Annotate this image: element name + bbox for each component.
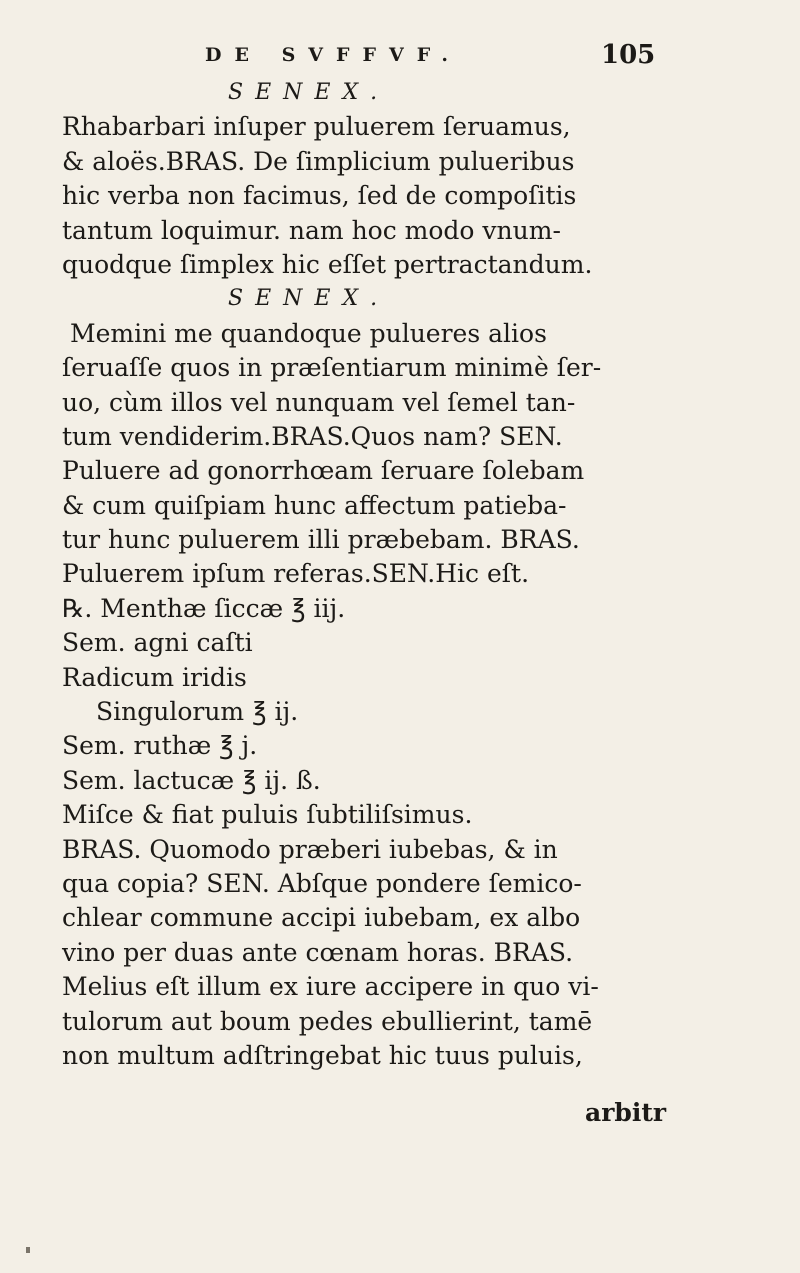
text-line: Sem. agni caſti: [62, 628, 253, 658]
text-line: quodque ſimplex hic eſſet pertractandum.: [62, 249, 593, 279]
text-line: non multum adſtringebat hic tuus puluis,: [62, 1040, 583, 1070]
text-line: & cum quiſpiam hunc affectum patieba-: [62, 490, 567, 520]
text-line: Puluerem ipſum referas.SEN.Hic eſt.: [62, 559, 530, 589]
text-line: Radicum iridis: [62, 662, 247, 692]
speaker-heading: SENEX.: [228, 80, 390, 105]
text-line: Miſce & fiat puluis ſubtiliſsimus.: [62, 800, 473, 830]
text-line: Singulorum ℥ ij.: [96, 697, 299, 727]
text-line: Memini me quandoque pulueres alios: [70, 318, 547, 348]
text-line: Melius eſt illum ex iure accipere in quo vi-: [62, 972, 599, 1002]
text-line: tulorum aut boum pedes ebullierint, tamē: [62, 1006, 593, 1036]
text-line: tantum loquimur. nam hoc modo vnum-: [62, 215, 561, 245]
margin-mark: [26, 1247, 30, 1253]
text-line: ℞. Menthæ ſiccæ ℥ iij.: [62, 593, 346, 623]
text-line: Puluere ad gonorrhœam ſeruare ſolebam: [62, 456, 585, 486]
running-head: DE SVFFVF.: [205, 44, 461, 66]
text-line: Rhabarbari inſuper puluerem ſeruamus,: [62, 112, 571, 142]
text-line: ſeruaſſe quos in præſentiarum minimè ſer-: [62, 353, 602, 383]
text-line: BRAS. Quomodo præberi iubebas, & in: [62, 834, 558, 864]
catchword: arbitr: [585, 1098, 667, 1127]
text-line: Sem. lactucæ ℥ ij. ß.: [62, 765, 321, 795]
text-line: hic verba non facimus, ſed de compoſitis: [62, 181, 577, 211]
text-line: uo, cùm illos vel nunquam vel ſemel tan-: [62, 387, 576, 417]
speaker-heading: SENEX.: [228, 286, 390, 312]
page-number: 105: [601, 40, 656, 70]
text-line: & aloës.BRAS. De ſimplicium pulueribus: [62, 146, 575, 176]
text-block: [62, 76, 742, 1073]
text-line: vino per duas ante cœnam horas. BRAS.: [62, 937, 574, 967]
page-header: [0, 38, 800, 78]
text-line: Sem. ruthæ ℥ j.: [62, 731, 258, 761]
text-line: tum vendiderim.BRAS.Quos nam? SEN.: [62, 421, 563, 451]
text-line: qua copia? SEN. Abſque pondere ſemico-: [62, 868, 582, 898]
text-line: chlear commune accipi iubebam, ex albo: [62, 903, 581, 933]
text-line: tur hunc puluerem illi præbebam. BRAS.: [62, 525, 580, 555]
